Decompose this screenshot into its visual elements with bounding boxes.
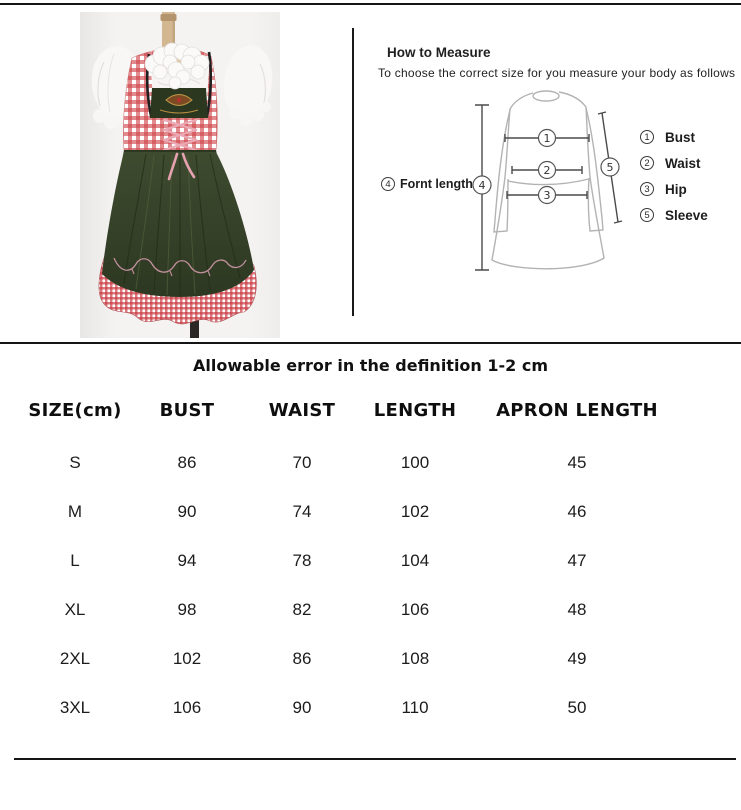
cell-waist: 78 xyxy=(292,551,312,570)
cell-waist: 82 xyxy=(292,600,312,619)
table-row-xl xyxy=(0,585,741,634)
legend-item-sleeve xyxy=(640,202,708,228)
mid-divider-line xyxy=(0,342,741,344)
bottom-divider-line xyxy=(14,758,736,760)
table-row-3xl xyxy=(0,683,741,732)
circled-number-1: 1 xyxy=(640,130,654,144)
legend-item-waist xyxy=(640,150,708,176)
cell-bust: 106 xyxy=(172,698,202,717)
cell-waist: 90 xyxy=(292,698,312,717)
cell-size: S xyxy=(69,453,81,472)
cell-apron-length: 45 xyxy=(567,453,587,472)
circled-number-4: 4 xyxy=(381,177,395,191)
dress-outline xyxy=(492,91,604,269)
cell-bust: 94 xyxy=(177,551,197,570)
cell-size: 2XL xyxy=(59,649,91,668)
table-row-l xyxy=(0,536,741,585)
top-divider-line xyxy=(0,3,741,5)
cell-apron-length: 49 xyxy=(567,649,587,668)
cell-bust: 90 xyxy=(177,502,197,521)
measure-legend xyxy=(640,124,708,228)
cell-size: L xyxy=(70,551,80,570)
marker-sleeve: 5 xyxy=(606,161,614,174)
size-table-header-row xyxy=(0,398,741,424)
dress-sketch xyxy=(452,82,632,292)
cell-length: 108 xyxy=(400,649,430,668)
marker-front-length: 4 xyxy=(478,179,486,192)
cell-length: 110 xyxy=(401,698,429,717)
cell-waist: 74 xyxy=(292,502,312,521)
circled-number-2: 2 xyxy=(640,156,654,170)
table-row-s xyxy=(0,438,741,487)
product-photo-dirndl-dress xyxy=(80,12,280,338)
cell-length: 100 xyxy=(400,453,430,472)
cell-waist: 70 xyxy=(292,453,312,472)
marker-hip: 3 xyxy=(543,189,551,202)
cell-apron-length: 46 xyxy=(567,502,587,521)
cell-bust: 98 xyxy=(177,600,197,619)
cell-length: 106 xyxy=(400,600,430,619)
cell-length: 102 xyxy=(400,502,430,521)
table-row-m xyxy=(0,487,741,536)
legend-label: Hip xyxy=(665,181,687,197)
how-to-measure-subtitle: To choose the correct size for you measure your body as follows xyxy=(378,66,736,80)
how-to-measure-title: How to Measure xyxy=(387,45,491,60)
size-table-note: Allowable error in the definition 1-2 cm xyxy=(192,356,549,375)
size-table-body xyxy=(0,438,741,732)
col-header-size: SIZE(cm) xyxy=(28,400,122,421)
cell-length: 104 xyxy=(400,551,430,570)
measurement-diagram xyxy=(452,82,632,297)
marker-bust: 1 xyxy=(543,132,551,145)
cell-size: M xyxy=(67,502,83,521)
circled-number-5: 5 xyxy=(640,208,654,222)
table-row-2xl xyxy=(0,634,741,683)
vertical-divider-line xyxy=(352,28,354,316)
cell-apron-length: 47 xyxy=(567,551,587,570)
diagram-markers xyxy=(473,130,619,204)
col-header-bust: BUST xyxy=(159,400,215,421)
legend-label: Sleeve xyxy=(665,207,708,223)
cell-apron-length: 48 xyxy=(567,600,587,619)
cell-size: XL xyxy=(64,600,86,619)
stomacher-panel xyxy=(150,88,208,118)
cell-bust: 86 xyxy=(177,453,197,472)
legend-label: Bust xyxy=(665,129,695,145)
cell-size: 3XL xyxy=(59,698,91,717)
cell-bust: 102 xyxy=(172,649,202,668)
legend-label: Waist xyxy=(665,155,701,171)
col-header-waist: WAIST xyxy=(268,400,336,421)
cell-waist: 86 xyxy=(292,649,312,668)
col-header-length: LENGTH xyxy=(373,400,457,421)
front-length-text: Fornt length xyxy=(400,177,473,191)
legend-item-hip xyxy=(640,176,708,202)
dress-photo-illustration xyxy=(80,12,280,338)
cell-apron-length: 50 xyxy=(567,698,587,717)
marker-waist: 2 xyxy=(543,164,551,177)
legend-item-bust xyxy=(640,124,708,150)
circled-number-3: 3 xyxy=(640,182,654,196)
col-header-apron-length: APRON LENGTH xyxy=(496,400,658,421)
